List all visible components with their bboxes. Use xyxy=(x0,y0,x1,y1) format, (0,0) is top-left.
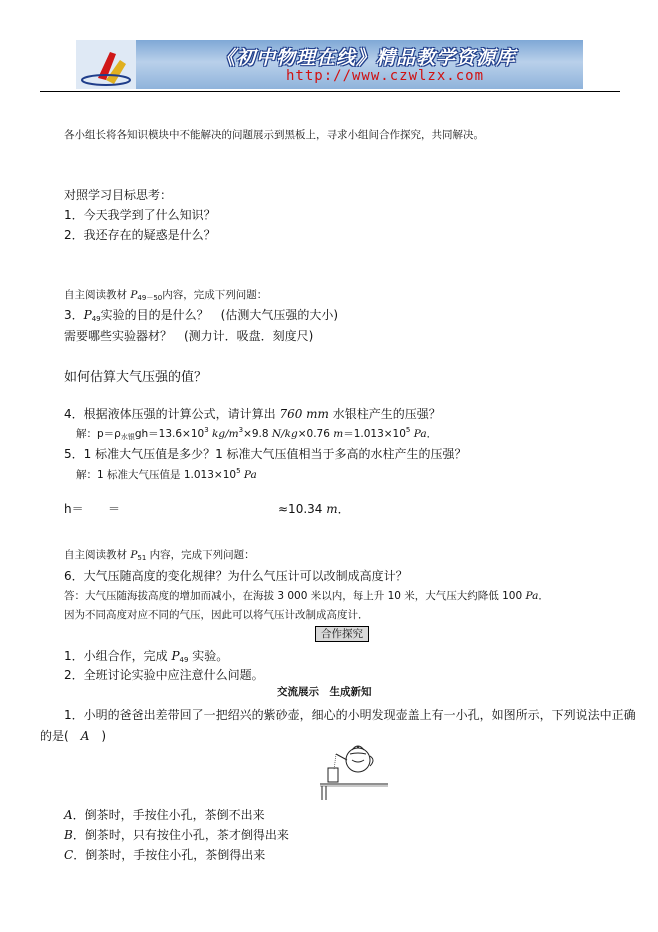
question-3b: 需要哪些实验器材？ (测力计．吸盘．刻度尺) xyxy=(64,329,314,343)
a6a-end: ． xyxy=(538,590,549,602)
reflection-heading: 对照学习目标思考： xyxy=(64,188,173,202)
reflection-q1: 1．今天我学到了什么知识？ xyxy=(64,208,216,222)
option-b xyxy=(64,826,289,843)
q4-pre: 4．根据液体压强的计算公式，请计算出 xyxy=(64,407,280,421)
a4-c: ×0.76 xyxy=(297,428,334,440)
header-url: http://www.czwlzx.com xyxy=(286,68,485,84)
question-4 xyxy=(64,405,441,422)
q4-post: 水银柱产生的压强？ xyxy=(328,407,441,421)
a6a-pre: 答：大气压随海拔高度的增加而减小，在海拔 3 000 米以内，每上升 10 米，大气压大约降低 100 xyxy=(64,590,526,602)
read2-sub: 51 xyxy=(137,554,147,562)
question-estimate: 如何估算大气压强的值？ xyxy=(64,370,208,385)
read2-pre: 自主阅读教材 xyxy=(64,549,131,561)
read1-sub: 49－50 xyxy=(137,294,163,302)
c1-sub: 49 xyxy=(179,656,189,664)
q4-num: 760 xyxy=(279,407,307,421)
option-c-letter: C xyxy=(64,848,74,862)
coop-item-1 xyxy=(64,647,228,664)
a5-pre: 解：1 标准大气压值是 1.013×10 xyxy=(76,469,237,481)
read1-pre: 自主阅读教材 xyxy=(64,289,131,301)
reading-instruction-2 xyxy=(64,547,255,562)
question-6: 6．大气压随高度的变化规律？为什么气压计可以改制成高度计？ xyxy=(64,569,408,583)
question-3 xyxy=(64,306,338,323)
a4-a: gh＝13.6×10 xyxy=(134,428,205,440)
h-end: ． xyxy=(337,502,350,516)
a4-d: ＝1.013×10 xyxy=(343,428,406,440)
a4-sub: 水银 xyxy=(120,433,135,441)
read2-p: P xyxy=(130,549,138,561)
option-c-text: ．倒茶时，手按住小孔，茶倒得出来 xyxy=(73,848,266,862)
height-label: h＝ xyxy=(64,502,84,516)
c1-p: P xyxy=(171,649,180,663)
option-a-text: ．倒茶时，手按住小孔，茶倒不出来 xyxy=(72,808,265,822)
header-divider xyxy=(40,91,620,92)
a4-end: ． xyxy=(426,428,438,440)
a6a-u: Pa xyxy=(525,590,539,602)
header-title: 《初中物理在线》精品教学资源库 xyxy=(216,47,517,69)
question-5: 5．1 标准大气压值是多少？1 标准大气压值相当于多高的水柱产生的压强？ xyxy=(64,447,467,461)
q3-pre: 3． xyxy=(64,308,84,322)
answer-6b: 因为不同高度对应不同的气压，因此可以将气压计改制成高度计． xyxy=(64,609,369,621)
a5-e: 5 xyxy=(236,467,241,475)
q3-p: P xyxy=(83,308,92,322)
a4-u3: m xyxy=(333,428,344,440)
logo xyxy=(76,40,136,89)
option-c xyxy=(64,846,265,863)
option-b-text: ．倒茶时，只有按住小孔，茶才倒得出来 xyxy=(72,828,289,842)
a4-u1: kg/m xyxy=(208,428,239,440)
header-banner xyxy=(76,40,583,89)
answer-6a xyxy=(64,588,549,603)
read1-post: 内容，完成下列问题： xyxy=(162,289,268,301)
reading-instruction-1 xyxy=(64,287,267,303)
h-result: ≈10.34 xyxy=(278,502,327,516)
a4-b: ×9.8 xyxy=(243,428,272,440)
exercise-1-line1: 1．小明的爸爸出差带回了一把绍兴的紫砂壶，细心的小明发现壶盖上有一小孔，如图所示，下列说法中正确 xyxy=(64,708,636,722)
a5-u: Pa xyxy=(240,469,257,481)
c1-post: 实验。 xyxy=(188,649,229,663)
reflection-q2: 2．我还存在的疑惑是什么？ xyxy=(64,228,216,242)
cooperation-heading: 合作探究 xyxy=(315,626,369,642)
read2-post: 内容，完成下列问题： xyxy=(146,549,255,561)
teapot-figure xyxy=(318,740,390,806)
option-b-letter: B xyxy=(64,828,73,842)
ex1b-pre: 的是( xyxy=(40,729,81,743)
a4-e3: 5 xyxy=(405,426,411,434)
answer-5 xyxy=(76,467,257,482)
answer-4 xyxy=(76,426,437,442)
option-a xyxy=(64,806,265,823)
option-a-letter: A xyxy=(64,808,73,822)
exercise-1-line2 xyxy=(40,727,106,744)
q3-sub: 49 xyxy=(91,315,101,323)
a4-u2: N/kg xyxy=(271,428,298,440)
read1-p: P xyxy=(130,289,138,301)
share-heading: 交流展示 生成新知 xyxy=(277,686,372,698)
instruction-text: 各小组长将各知识模块中不能解决的问题展示到黑板上，寻求小组间合作探究，共同解决。 xyxy=(64,129,484,141)
c1-pre: 1．小组合作，完成 xyxy=(64,649,172,663)
q4-unit: mm xyxy=(306,407,329,421)
a4-e2: 3 xyxy=(238,426,244,434)
ex1b-answer: A xyxy=(80,729,90,743)
height-result xyxy=(278,500,350,517)
ex1b-post: ) xyxy=(89,729,107,743)
a4-u4: Pa xyxy=(410,428,427,440)
h-unit: m xyxy=(326,502,338,516)
a4-e1: 3 xyxy=(204,426,209,434)
coop-item-2: 2．全班讨论实验中应注意什么问题。 xyxy=(64,668,264,682)
height-equals: ＝ xyxy=(108,502,121,516)
q3-post: 实验的目的是什么？ (估测大气压强的大小) xyxy=(100,308,339,322)
a4-label: 解：p＝ρ xyxy=(76,428,121,440)
